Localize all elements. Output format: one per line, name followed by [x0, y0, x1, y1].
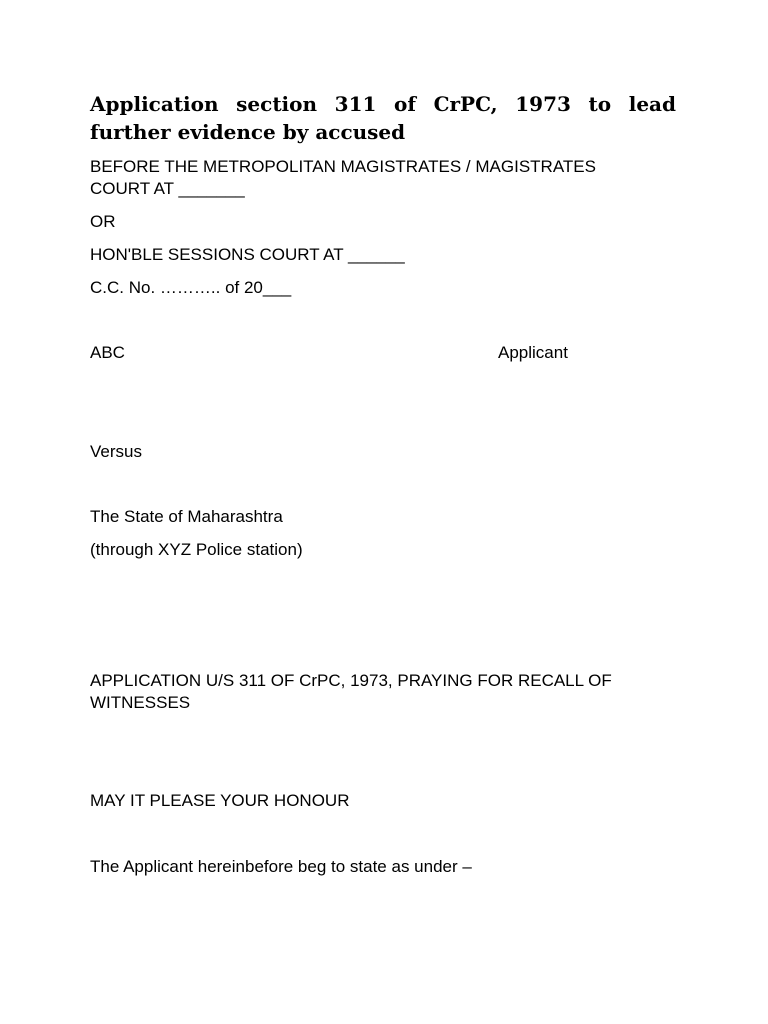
respondent-name: The State of Maharashtra: [90, 507, 283, 526]
opening-statement: The Applicant hereinbefore beg to state as under –: [90, 857, 472, 876]
court-line: BEFORE THE METROPOLITAN MAGISTRATES / MAGISTRATES COURT AT _______: [90, 157, 601, 198]
case-number: C.C. No. ……….. of 20___: [90, 278, 292, 297]
or-text: OR: [90, 212, 116, 231]
applicant-name: ABC: [90, 343, 125, 362]
document-title: Application section 311 of CrPC, 1973 to lead further evidence by accused: [90, 92, 676, 144]
application-heading: APPLICATION U/S 311 OF CrPC, 1973, PRAYING FOR RECALL OF WITNESSES: [90, 671, 617, 712]
respondent-through: (through XYZ Police station): [90, 540, 303, 559]
versus-text: Versus: [90, 442, 142, 461]
applicant-label: Applicant: [498, 343, 568, 362]
sessions-court-line: HON'BLE SESSIONS COURT AT ______: [90, 245, 405, 264]
salutation: MAY IT PLEASE YOUR HONOUR: [90, 791, 350, 810]
